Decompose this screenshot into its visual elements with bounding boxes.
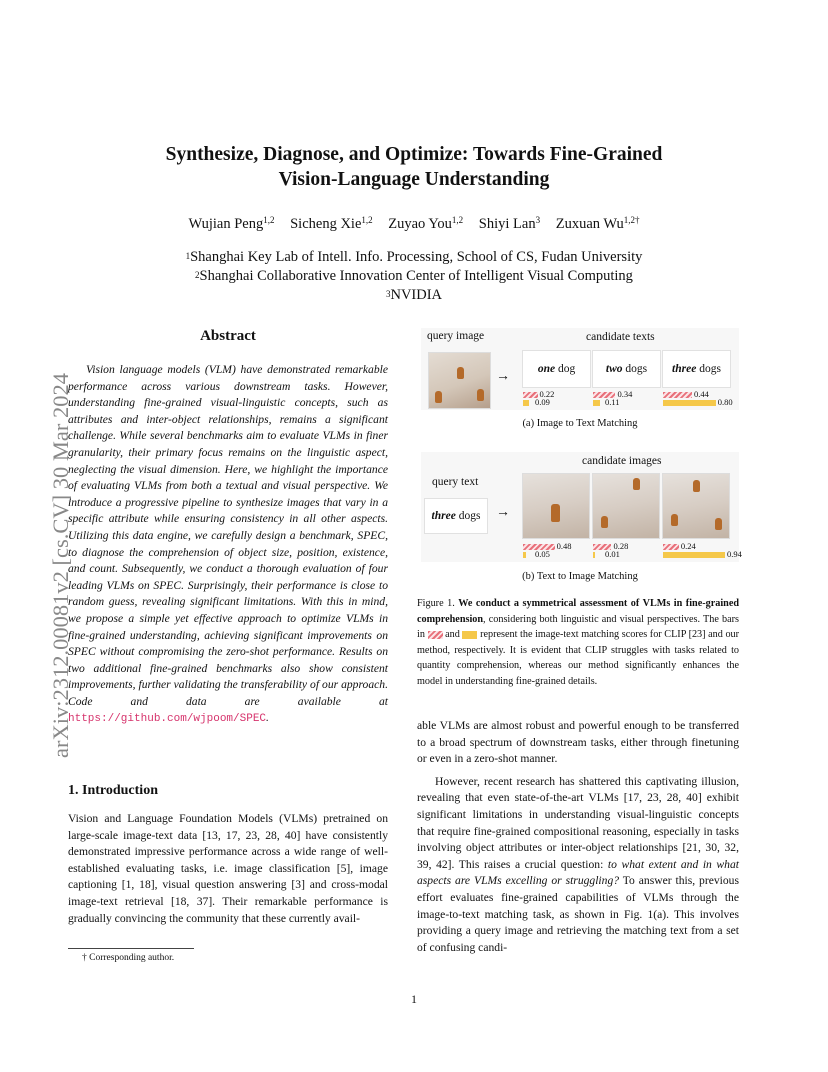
query-text-box: three dogs [424,498,488,534]
ours-score-bar [663,400,716,406]
query-text-label: query text [432,476,479,488]
arxiv-sidebar [4,288,73,758]
affiliation: $^1$Shanghai Key Lab of Intell. Info. Processing, School of CS, Fudan University [185,249,643,265]
section-heading: 1. Introduction [68,783,158,798]
query-image [428,352,491,409]
affiliation: $^2$Shanghai Collaborative Innovation Center of Intelligent Visual Computing [195,268,633,284]
clip-score-value: 0.34 [617,389,633,399]
footnote: † Corresponding author. [82,953,175,963]
ours-score-bar [663,552,725,558]
affiliation: $^3$NVIDIA [385,287,443,303]
affiliations [0,248,828,305]
footnote-rule [68,948,194,949]
candidate-text-box: one dog [522,350,591,388]
dog-figure [633,478,640,490]
candidate-image [662,473,730,539]
ours-score-value: 0.11 [605,397,620,407]
caption-a: (a) Image to Text Matching [522,418,638,429]
candidate-texts-label: candidate texts [586,331,655,343]
author: Wujian Peng$^{1,2}$ [188,215,275,232]
ours-score-bar [593,552,595,558]
dog-figure [457,367,464,379]
query-image-label: query image [427,330,485,342]
paragraph: However, recent research has shattered this captivating illusion, revealing that even state-of-the-art VLMs [17, 23, 28, 40] exhibit significant limitations in understanding visual-linguistic concepts that require fine-grained compositional reasoning, especially in tasks involving object attributes or inter-object relationships [21, 30, 32, 39, 42]. This raises a crucial question: to what extent and in what aspects are VLMs excelling or struggling? To answer this, previous effort evaluates fine-grained capabilities of VLMs through the image-to-text matching task, as shown in Fig. 1(a). This involves providing a query image and retrieving the matching text from a set of confusing candi- [417,774,739,954]
author: Sicheng Xie$^{1,2}$ [290,215,373,232]
ours-score-value: 0.01 [605,549,620,559]
caption-b: (b) Text to Image Matching [522,571,638,582]
dog-figure [715,518,722,530]
clip-score-value: 0.24 [680,541,696,551]
ours-bar-swatch [462,631,477,639]
title-line-1: Synthesize, Diagnose, and Optimize: Towards Fine-Grained [165,144,663,165]
candidate-text-box: three dogs [662,350,731,388]
paragraph: able VLMs are almost robust and powerful enough to be transferred to a broad spectrum of downstream tasks, either through finetuning or even in a zero-shot manner. [417,719,739,766]
ours-score-value: 0.80 [717,397,733,407]
clip-score-bar [663,392,692,398]
ours-score-value: 0.94 [727,549,742,559]
abstract-text: Vision language models (VLM) have demonstrated remarkable performance across various downstream tasks. However, understanding fine-grained visual-linguistic concepts, such as attributes and inter-object relationships, remains a significant challenge. While several benchmarks aim to evaluate VLMs in finer granularity, their primary focus remains on the linguistic aspect, neglecting the visual dimension. Here, we highlight the importance of evaluating VLMs from both a textual and visual perspective. We introduce a progressive pipeline to synthesize images that vary in a specific attribute while ensuring consistency in all other aspects. Utilizing this data engine, we carefully design a benchmark, SPEC, to diagnose the comprehension of object size, position, existence, and count. Subsequently, we conduct a thorough evaluation of four leading VLMs on SPEC. Surprisingly, their performance is close to random guess, revealing significant limitations. With this in mind, we propose a simple yet effective approach to optimize VLMs in fine-grained understanding, achieving significant improvements on SPEC without compromising the zero-shot performance. Results on two additional fine-grained benchmarks also show consistent improvements, further validating the transferability of our approach. Code and data are available at https://github.com/wjpoom/SPEC. [68,363,388,726]
ours-score-bar [593,400,600,406]
clip-score-value: 0.28 [613,541,629,551]
ours-score-bar [523,400,529,406]
page-number: 1 [411,992,417,1006]
dog-figure [477,389,484,401]
author: Shiyi Lan$^3$ [478,215,541,232]
title-line-2: Vision-Language Understanding [278,169,550,190]
clip-hatch-swatch [428,631,443,639]
author: Zuxuan $Wu^{1,2\dagger}$ [555,215,640,232]
ours-score-value: 0.05 [535,549,550,559]
clip-score-bar [663,544,679,550]
dog-figure [435,391,442,403]
figure-caption: Figure 1. We conduct a symmetrical assessment of VLMs in fine-grained comprehension, considering both linguistic and visual perspectives. The bars in and represent the image-text matching scores for CLIP [23] and our method, respectively. It is evident that CLIP struggles with tasks related to quantity comprehension, whereas our method significantly enhances the model in understanding fine-grained details. [417,598,740,687]
abstract-heading: Abstract [200,328,256,344]
candidate-text-box: two dogs [592,350,661,388]
author-list [0,216,828,233]
clip-score-value: 0.44 [694,389,709,399]
candidate-image [592,473,660,539]
candidate-image [522,473,590,539]
dog-figure [551,504,560,522]
clip-score-value: 0.48 [556,541,572,551]
dog-figure [671,514,678,526]
author: Zuyao You$^{1,2}$ [388,215,464,232]
intro-paragraph: Vision and Language Foundation Models (VLMs) pretrained on large-scale image-text data [13, 17, 23, 28, 40] have consistently demonstrated impressive performance across a wide range of well-established evaluating tasks, i.e. image classification [5], image captioning [1, 18], visual question answering [3] and cross-modal image-text retrieval [18, 37]. Their remarkable performance is gradually convincing the community that these currently avail- [68,812,388,925]
arrow-icon: → [496,369,510,384]
ours-score-bar [523,552,526,558]
dog-figure [601,516,608,528]
code-link[interactable]: https://github.com/wjpoom/SPEC [68,713,267,726]
arrow-icon: → [496,505,510,520]
arxiv-identifier: arXiv:2312.00081v2 [cs.CV] 30 Mar 2024 [48,373,73,758]
candidate-images-label: candidate images [582,455,662,467]
dog-figure [693,480,700,492]
ours-score-value: 0.09 [535,397,550,407]
paper-title [0,142,828,192]
clip-score-value: 0.22 [539,389,555,399]
right-column-text [417,718,739,956]
